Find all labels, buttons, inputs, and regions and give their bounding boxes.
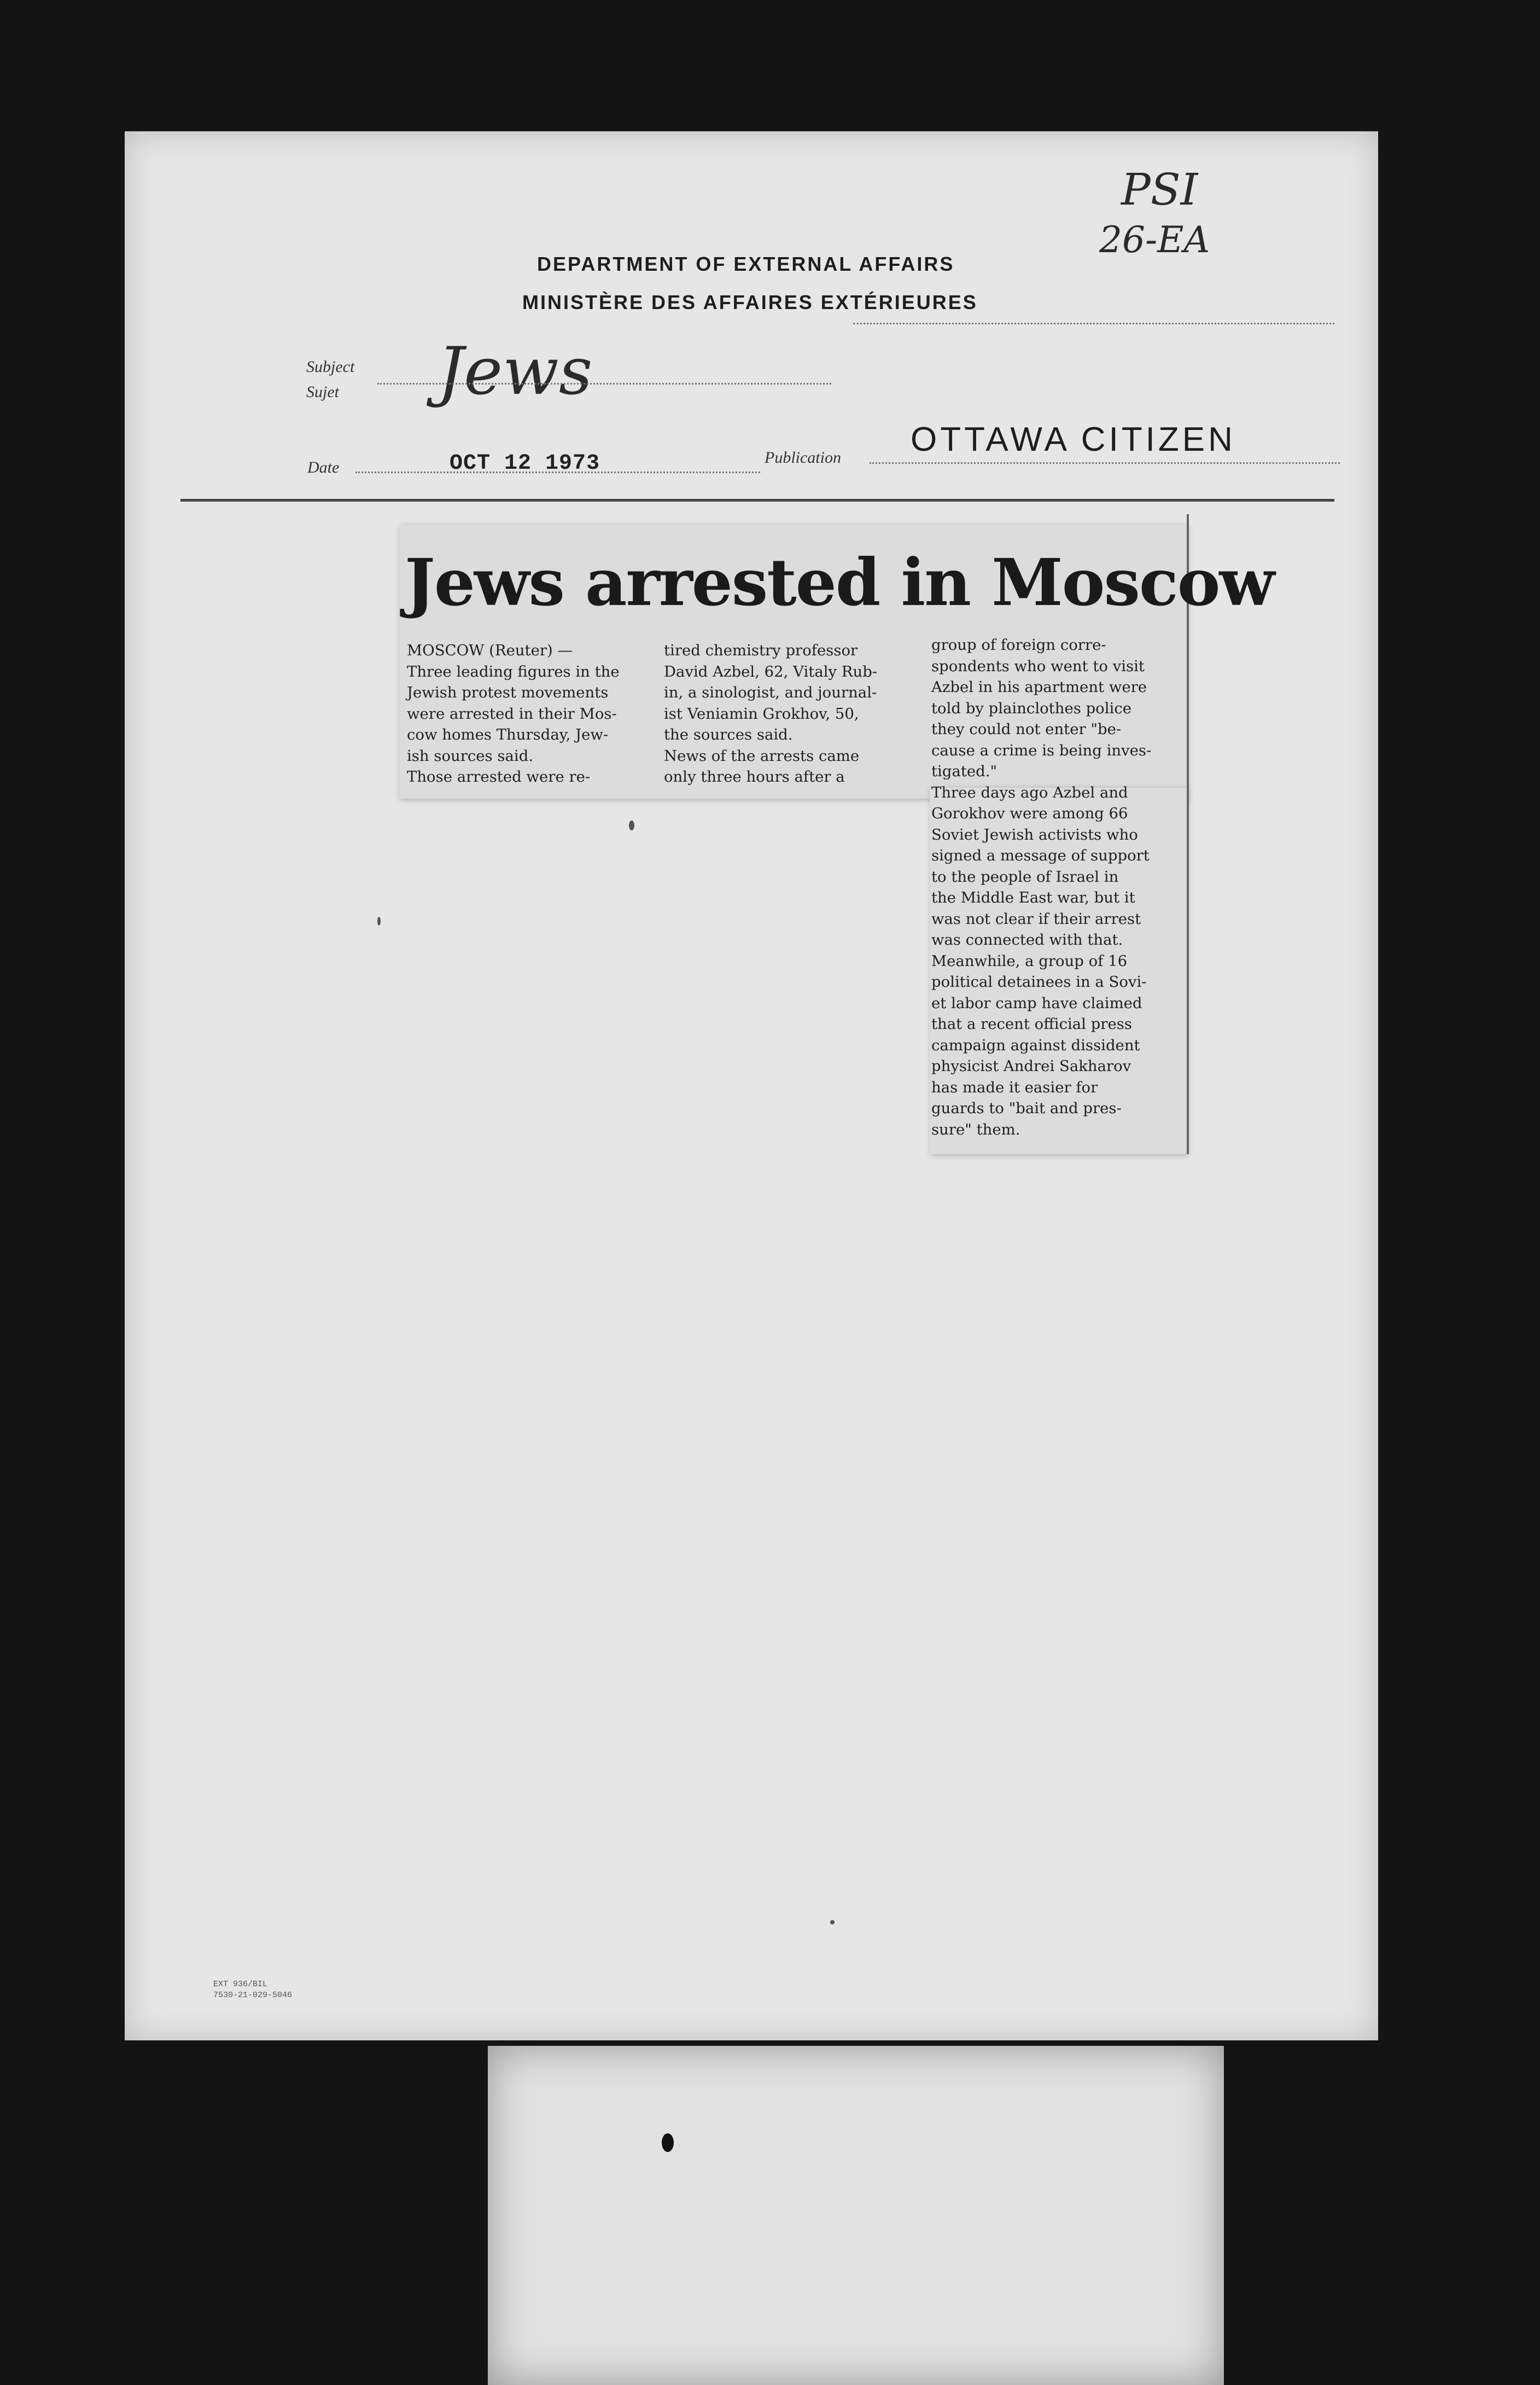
publication-name: OTTAWA CITIZEN: [911, 421, 1236, 458]
subject-dotted-line: [377, 383, 831, 385]
article-line: that a recent official press: [931, 1015, 1132, 1033]
article-line: were arrested in their Mos-: [407, 705, 617, 723]
date-dotted-line: [355, 472, 760, 473]
article-line: News of the arrests came: [664, 747, 860, 765]
article-column-2: [664, 640, 919, 788]
article-line: spondents who went to visit: [931, 657, 1145, 675]
article-line: only three hours after a: [664, 768, 845, 786]
form-code-line-2: 7530-21-029-5046: [213, 1991, 293, 2000]
article-line: the Middle East war, but it: [931, 889, 1135, 906]
speck-mark: [830, 1920, 835, 1924]
handwritten-file-code-bottom: 26-EA: [1099, 219, 1210, 261]
department-title-fr: MINISTÈRE DES AFFAIRES EXTÉRIEURES: [522, 291, 978, 313]
article-line: Three days ago Azbel and: [931, 783, 1128, 801]
article-line: ish sources said.: [407, 747, 534, 765]
article-line: political detainees in a Sovi-: [931, 973, 1147, 991]
article-line: Three leading figures in the: [407, 662, 620, 680]
article-line: campaign against dissident: [931, 1036, 1140, 1054]
article-line: the sources said.: [664, 726, 793, 743]
article-line: guards to "bait and pres-: [931, 1100, 1122, 1117]
article-line: MOSCOW (Reuter) —: [407, 642, 573, 659]
article-line: Those arrested were re-: [407, 768, 591, 786]
article-line: Azbel in his apartment were: [931, 678, 1147, 696]
date-stamp: OCT 12 1973: [450, 451, 600, 476]
article-line: has made it easier for: [931, 1078, 1098, 1096]
form-code: [213, 1979, 292, 2001]
article-line: group of foreign corre-: [931, 636, 1106, 654]
subject-label-fr: Sujet: [306, 383, 339, 401]
date-label: Date: [307, 458, 340, 476]
form-code-line-1: EXT 936/BIL: [213, 1980, 268, 1989]
department-title-en: DEPARTMENT OF EXTERNAL AFFAIRS: [537, 253, 955, 275]
ink-dot: [662, 2133, 674, 2152]
article-line: David Azbel, 62, Vitaly Rub-: [664, 662, 878, 680]
article-line: Meanwhile, a group of 16: [931, 952, 1128, 970]
article-line: Gorokhov were among 66: [931, 805, 1128, 822]
upper-dotted-line: [853, 323, 1334, 324]
article-line: they could not enter "be-: [931, 720, 1122, 738]
article-headline: Jews arrested in Moscow: [405, 544, 1274, 620]
article-line: sure" them.: [931, 1120, 1020, 1138]
article-line: physicist Andrei Sakharov: [931, 1057, 1131, 1075]
article-line: signed a message of support: [931, 847, 1150, 864]
article-line: ist Veniamin Grokhov, 50,: [664, 705, 859, 723]
subject-handwritten-value: Jews: [438, 334, 593, 410]
article-column-1: [407, 640, 648, 788]
handwritten-file-code-top: PSI: [1121, 164, 1198, 215]
article-line: to the people of Israel in: [931, 868, 1119, 886]
article-line: told by plainclothes police: [931, 699, 1131, 717]
article-line: cause a crime is being inves-: [931, 741, 1152, 759]
article-line: et labor camp have claimed: [931, 994, 1142, 1012]
article-line: tired chemistry professor: [664, 642, 858, 659]
article-line: Jewish protest movements: [407, 684, 609, 701]
article-column-3: [931, 635, 1194, 1140]
article-line: tigated.": [931, 763, 998, 780]
article-line: cow homes Thursday, Jew-: [407, 726, 609, 743]
publication-label: Publication: [765, 449, 841, 467]
header-rule: [180, 499, 1334, 502]
paper-strip: [488, 2046, 1224, 2385]
article-line: Soviet Jewish activists who: [931, 825, 1138, 844]
article-line: in, a sinologist, and journal-: [664, 684, 877, 701]
speck-mark: [629, 821, 634, 830]
speck-mark: [377, 917, 381, 926]
publication-dotted-line: [870, 462, 1340, 464]
article-line: was not clear if their arrest: [931, 910, 1141, 928]
subject-label-en: Subject: [306, 358, 355, 376]
article-line: was connected with that.: [931, 931, 1123, 949]
